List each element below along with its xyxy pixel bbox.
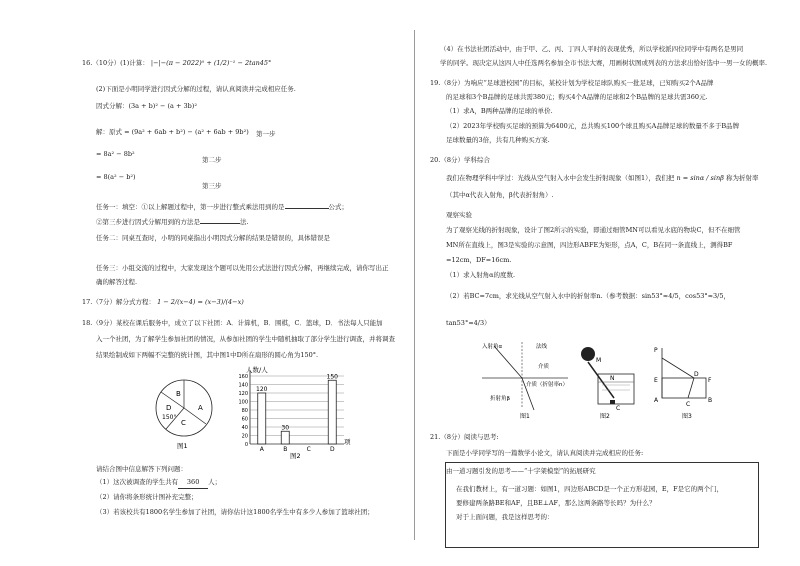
fig1-caption: 图1 [177,442,188,450]
label-medium-air: 介质 [538,364,550,370]
q18-1-answer: 360 [178,477,208,489]
refraction-figure-1 [480,338,572,420]
q16-sol1: 解：原式 = (9a² + 6ab + b²) − (a² + 6ab + 9b²) [96,128,249,136]
q20-obs: 观察实验 [446,211,472,219]
water-tank [598,374,634,404]
bar-D [328,380,336,444]
bar-category-label: A [259,446,264,453]
label-medium-water: 介质（折射率n） [526,382,568,388]
bar-data-label: 150 [326,373,338,381]
q20-1: （1）求入射角α的度数. [446,271,516,279]
q19-e: 足球数量的3倍，共有几种购买方案. [446,136,550,144]
bar-B [281,431,289,444]
label-n: N [610,375,615,382]
q16-task1 [96,202,348,213]
label-incidence-angle: 入射角α [482,344,503,350]
q16-label: 16.（10分）(1)计算： [82,59,149,67]
q19-d: （2）2023年学校购买足球的预算为6400元，总共购买100个球且购买A品牌足球的数量不多于B品牌 [446,122,740,130]
q17-label: 17.（7分）解分式方程： [82,298,155,306]
q20-b: （其中α代表入射角，β代表折射角）. [446,191,554,199]
label-normal: 法线 [536,344,548,350]
q20-a [446,173,758,184]
q16-factor: 因式分解：(3a + b)² − (a + 3b)² [96,102,197,110]
q18-a: 18.（9分）某校在课后服务中，成立了以下社团：A．计算机，B．围棋，C．篮球，D．书法每人只能加 [82,319,383,327]
column-divider [414,30,415,540]
experiment-figure-2 [574,340,642,420]
label-b: B [708,397,713,404]
label-m: M [596,357,602,364]
q16-sol3: = 8(a² − b²) [96,173,136,181]
f1-caption: 图1 [520,413,530,420]
q20-c: 为了观察光线的折射现象，设计了图2所示的实验，即通过细管MN可以看见水底的物块C，但不在细管 [446,226,741,234]
q16-task1-blank [285,208,329,209]
pie-label-d: D [166,404,172,412]
ray-pd [662,358,694,378]
bar-chart-figure [226,364,356,460]
label-e: E [654,377,658,384]
pie-label-c: C [181,419,186,427]
q20-e: =12cm，DF=16cm. [446,256,512,264]
bar-layer [238,370,344,453]
ray-dc [688,378,694,398]
q19-a: 19.（8分）为响应“足球进校园”的目标，某校计划为学校足球队购买一批足球，已知购买2个A品牌 [430,79,714,87]
q16-head [82,58,271,69]
q20-head: 20.（8分）学科综合 [430,156,490,164]
bar-y-tick-label: 20 [241,433,248,440]
q18-4a: （4）在书法社团活动中，由于甲、乙、丙、丁四人平时的表现优秀，所以学校派四位同学中有两名是男同 [440,45,744,53]
q16-task3b: 确的解答过程. [96,278,138,286]
q16-task2: 任务二：同桌互查时，小明的同桌指出小明因式分解的结果是错误的，具体错误是 [96,234,330,242]
q17 [82,297,244,308]
q21-box-title: 由一道习题引发的思考——“十字架模型”的拓展研究 [446,467,596,475]
q18-ask: 请结合图中信息解答下列问题： [96,465,187,473]
q18-2: （2）请你将条形统计图补充完整； [96,493,198,501]
bar-y-tick-label: 40 [241,425,248,431]
bar-y-tick-label: 160 [238,374,248,380]
q18-1-text: （1）这次被调查的学生共有 [96,478,179,486]
f2-caption: 图2 [600,413,610,420]
label-d: D [694,371,699,378]
bar-category-label: B [283,446,288,453]
q19-b: 的足球和3个B品牌的足球共需380元；购买4个A品牌的足球和2个B品牌的足球共需360元. [446,93,708,101]
q16-step3: 第三步 [202,182,222,190]
bar-data-label: 120 [256,386,268,393]
f3-caption: 图3 [682,413,692,420]
q21-head: 21.（8分）阅读与思考: [430,433,499,441]
label-refraction-angle: 折射角β [490,396,511,402]
bar-y-tick-label: 120 [238,391,248,397]
q18-c: 结果绘制成如下两幅不完整的统计图，其中图1中D所在扇形的圆心角为150°. [96,351,319,359]
q18-1 [96,477,221,489]
q16-step1: 第一步 [256,130,276,138]
q16-part2: (2)下面是小明同学进行因式分解的过程，请认真阅读并完成相应任务. [96,85,296,93]
bar-y-tick-label: 80 [241,408,248,414]
q16-task1b-blank [200,223,240,224]
q20-a-end: 称为折射率 [725,174,759,182]
q19-c: （1）求A，B两种品牌的足球的单价. [446,107,553,115]
q20-2: （2）若BC=7cm，求光线从空气射入水中的折射率n.（参考数据：sin53°≈4/5，cos53°≈3/5， [446,292,730,300]
q20-a-text: 我们在物理学科中学过：光线从空气射入水中会发生折射现象（如图1），我们把 [446,174,675,182]
bar-A [258,393,266,444]
q20-formula: n = sinα / sinβ [676,174,724,182]
q16-task3a: 任务三：小组交流的过程中，大家发现这个题可以先用公式法进行因式分解，再继续完成，请你写出正 [96,264,389,272]
q18-4b: 学的同学。现决定从这四人中任选两名参加全市书法大赛，用画树状图或列表的方法求出恰好选中一男一女的概率. [440,59,768,67]
block-c-icon [610,400,615,404]
label-a: A [654,397,659,404]
label-f: F [708,377,712,384]
bar-ylabel: 人数/人 [246,366,268,374]
pie-label-b: B [176,390,181,398]
rectangle-abfe [662,378,706,398]
bar-category-label: C [306,446,311,453]
q20-d: MN所在直线上，图3是实验的示意图，四边形ABFE为矩形，点A，C，B在同一条直线上，测得BF [446,241,733,249]
bar-xlabel: 项 [344,438,351,446]
q21-box-b: 要修建两条路BE和AF，且BE⊥AF，那么这两条路等长吗？为什么？ [456,499,656,507]
q16-task1-text: 任务一：填空：①以上解题过程中，第一步进行整式乘法用到的是 [96,203,285,211]
bar-y-tick-label: 100 [238,399,248,406]
q16-sol2: = 8a² − 8b² [96,150,135,158]
q16-expression: |−|−(π − 2022)⁰ + (1/2)⁻¹ − 2tan45° [150,59,272,67]
bar-data-label: 30 [281,424,290,432]
label-c3: C [686,401,691,408]
pie-chart-figure [154,378,220,452]
bar-y-tick-label: 140 [238,382,248,389]
q16-task1-end: 公式； [328,203,348,211]
q16-task1b-text: ②第三步进行因式分解用到的方法是 [96,218,200,226]
schematic-figure-3 [650,340,722,420]
observer-head-icon [581,347,595,361]
bar-y-tick-label: 0 [244,442,248,448]
fig2-caption: 图2 [290,452,301,460]
label-p: P [654,347,658,354]
q17-equation: 1 − 2/(x−4) = (x−3)/(4−x) [157,298,244,306]
q18-b: 入一个社团，为了解学生参加社团的情况，从参加社团的学生中随机抽取了部分学生进行调查，并将调查 [96,335,395,343]
label-c: C [616,405,621,412]
q21-a: 下面是小学同学写的一篇数学小论文，请认真阅读并完成相应的任务: [446,449,644,457]
q16-task1b-end: 法. [240,218,249,226]
q18-3: （3）若该校共有1800名学生参加了社团，请你估计这1800名学生中有多少人参加了篮球社团； [96,508,374,516]
q21-box-a: 在我们教材上，有一道习题：如图1，四边形ABCD是一个正方形花园，E，F是它的两个门， [456,485,724,493]
bar-category-label: D [329,446,335,453]
q16-task1b [96,217,249,228]
incident-ray [494,346,522,378]
q16-step2: 第二步 [202,156,222,164]
bar-y-tick-label: 60 [241,416,248,423]
q18-1-end: 人； [208,478,222,486]
q21-box-c: 对于上面问题，我是这样思考的： [456,513,554,521]
pie-label-a: A [198,404,203,412]
q20-3: tan53°≈4/3） [446,319,491,327]
pie-angle-label: 150° [162,414,177,421]
